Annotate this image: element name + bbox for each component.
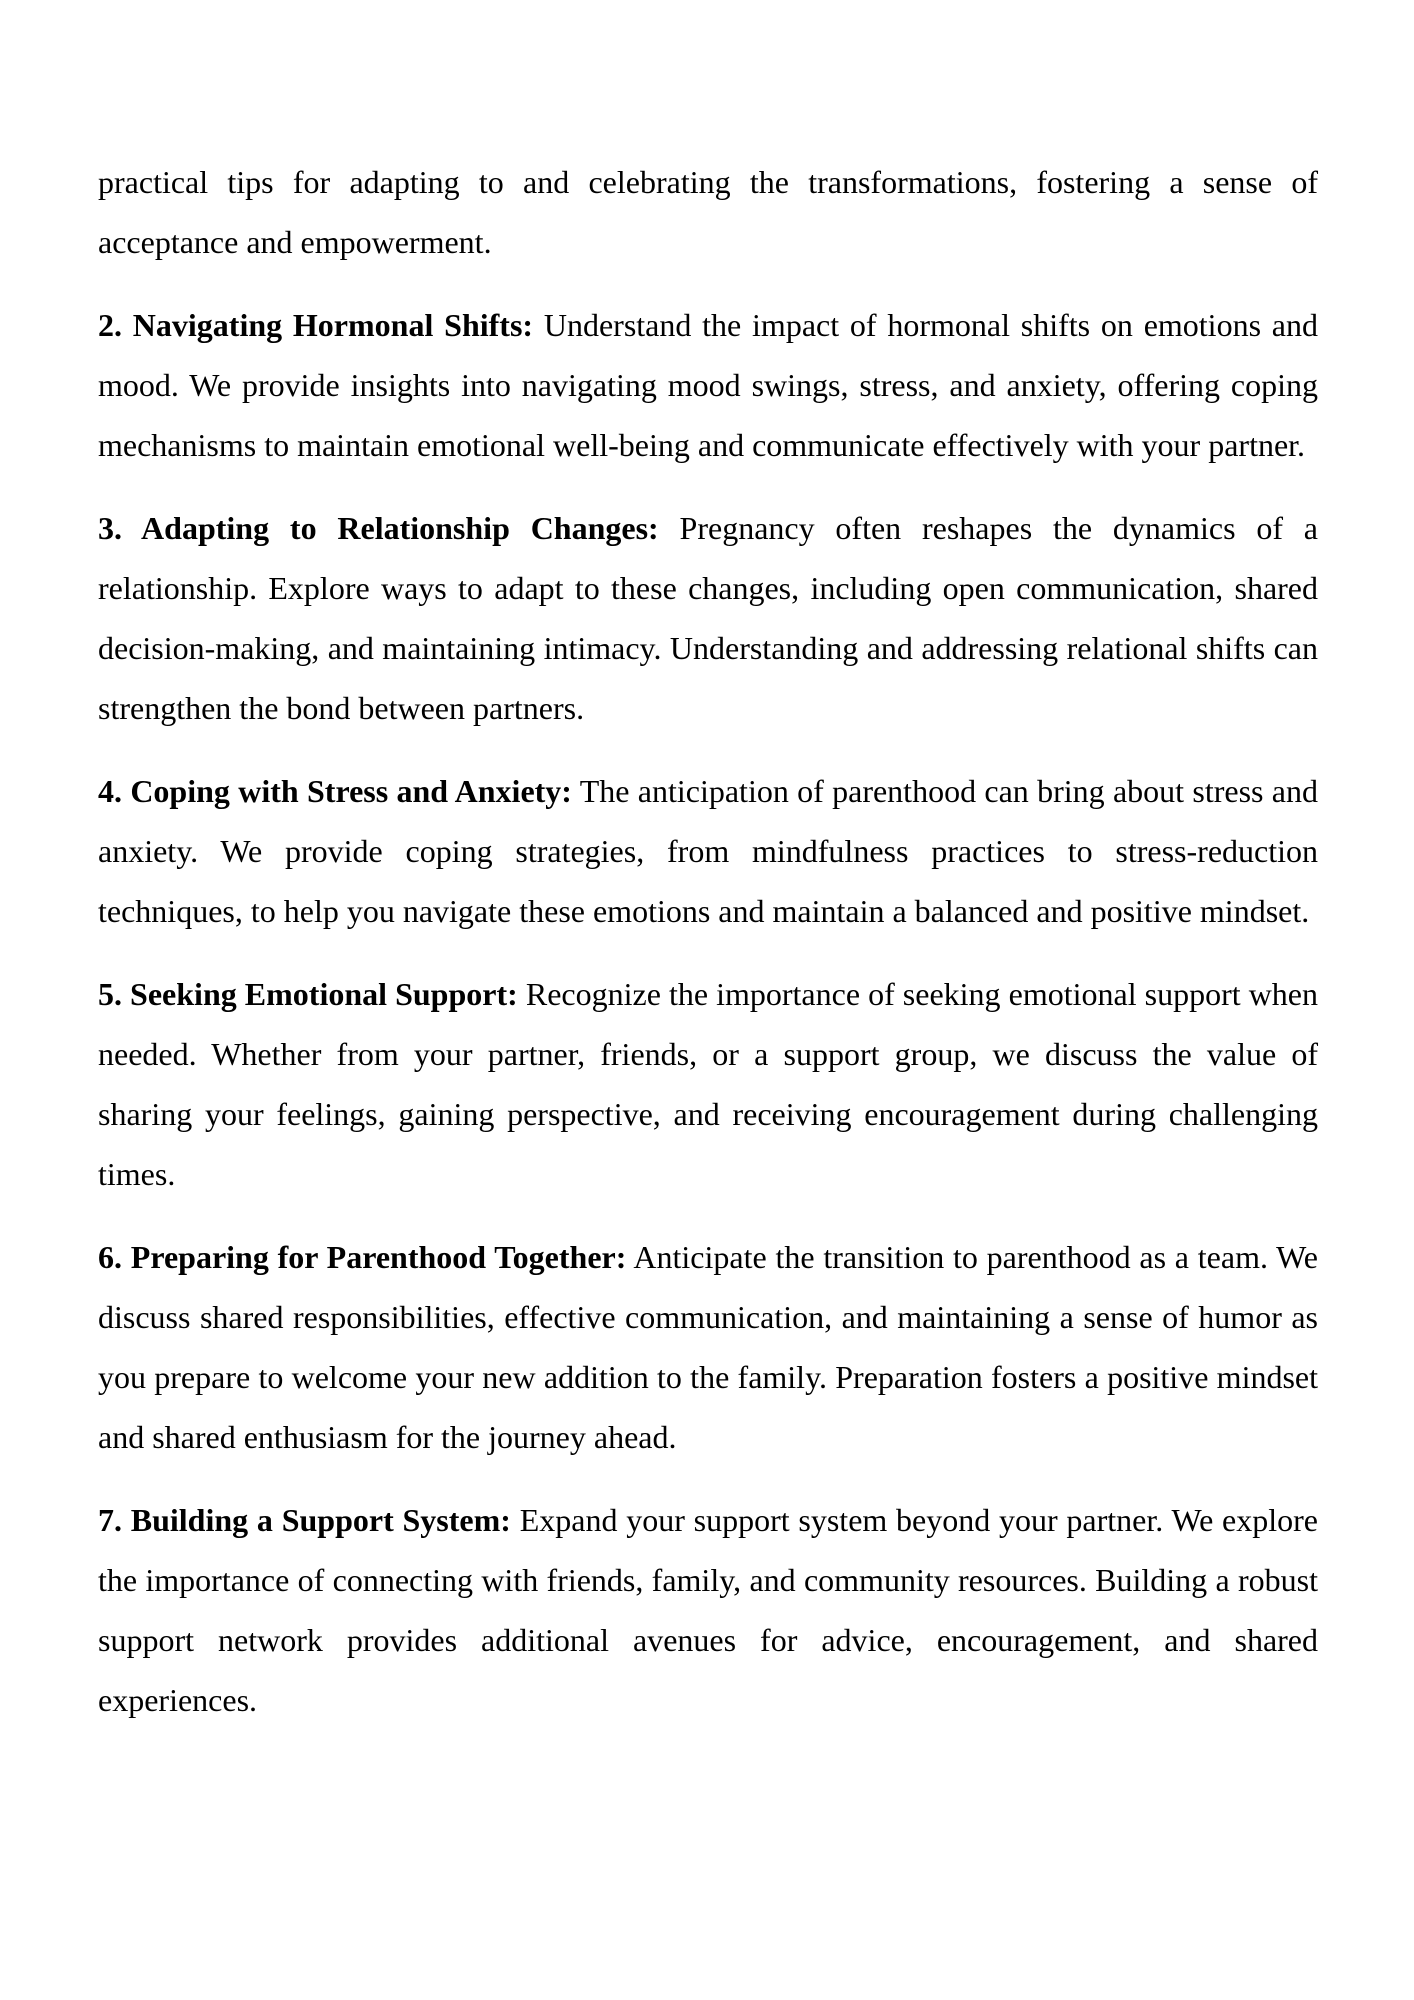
- paragraph-lead: 3. Adapting to Relationship Changes:: [98, 510, 659, 546]
- paragraph-emotional-support: [98, 964, 1318, 1204]
- paragraph-continuation: [98, 152, 1318, 272]
- paragraph-lead: 4. Coping with Stress and Anxiety:: [98, 773, 572, 809]
- paragraph-hormonal-shifts: [98, 295, 1318, 475]
- paragraph-lead: 6. Preparing for Parenthood Together:: [98, 1239, 627, 1275]
- paragraph-body: Understand the impact of hormonal shifts on emotions and mood. We provide insights into navigating mood swings, stress, and anxiety, offering coping mechanisms to maintain emotional well-being and communicate effectively with your partner.: [98, 307, 1319, 463]
- paragraph-body: practical tips for adapting to and celebrating the transformations, fostering a sense of acceptance and empowerment.: [98, 164, 1318, 260]
- paragraph-relationship-changes: [98, 498, 1318, 738]
- paragraph-body: Recognize the importance of seeking emotional support when needed. Whether from your partner, friends, or a support group, we discuss the value of sharing your feelings, gaining perspective, and receiving encouragement during challenging times.: [98, 976, 1319, 1192]
- paragraph-body: Expand your support system beyond your partner. We explore the importance of connecting with friends, family, and community resources. Building a robust support network provides additional avenues for advice, encouragement, and shared experiences.: [98, 1502, 1319, 1718]
- paragraph-body: Anticipate the transition to parenthood as a team. We discuss shared responsibilities, effective communication, and maintaining a sense of humor as you prepare to welcome your new addition to the family. Preparation fosters a positive mindset and shared enthusiasm for the journey ahead.: [98, 1239, 1319, 1455]
- paragraph-lead: 2. Navigating Hormonal Shifts:: [98, 307, 534, 343]
- paragraph-body: Pregnancy often reshapes the dynamics of a relationship. Explore ways to adapt to these changes, including open communication, shared decision-making, and maintaining intimacy. Understanding and addressing relational shifts can strengthen the bond between partners.: [98, 510, 1319, 726]
- paragraph-parenthood-together: [98, 1227, 1318, 1467]
- paragraph-lead: 5. Seeking Emotional Support:: [98, 976, 518, 1012]
- paragraph-support-system: [98, 1490, 1318, 1730]
- paragraph-body: The anticipation of parenthood can bring about stress and anxiety. We provide coping strategies, from mindfulness practices to stress-reduction techniques, to help you navigate these emotions and maintain a balanced and positive mindset.: [98, 773, 1319, 929]
- paragraph-stress-anxiety: [98, 761, 1318, 941]
- paragraph-lead: 7. Building a Support System:: [98, 1502, 511, 1538]
